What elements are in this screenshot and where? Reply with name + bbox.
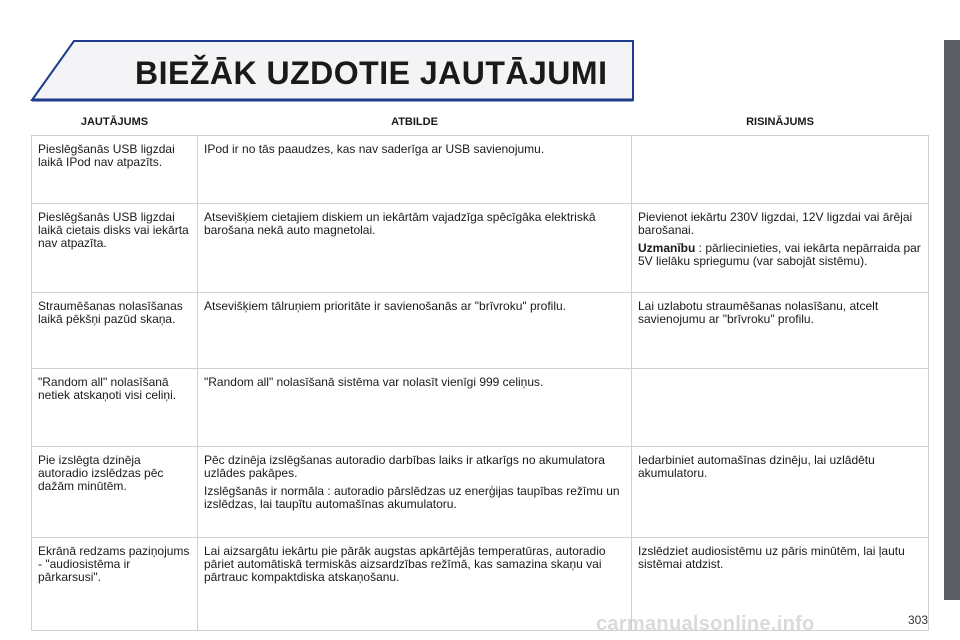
table-row xyxy=(32,204,929,293)
question-cell xyxy=(32,447,198,538)
table-row xyxy=(32,369,929,447)
question-cell xyxy=(32,369,198,447)
answer-text: Atsevišķiem cietajiem diskiem un iekārtām vajadzīga spēcīgāka elektriskā barošana nekā auto magnetolai. xyxy=(204,210,596,237)
answer-cell xyxy=(198,136,632,204)
question-cell xyxy=(32,538,198,631)
question-text: Pieslēgšanās USB ligzdai laikā cietais disks vai iekārta nav atpazīta. xyxy=(38,210,189,250)
table-row xyxy=(32,447,929,538)
header-solution: RISINĀJUMS xyxy=(632,109,929,136)
question-text: Pieslēgšanās USB ligzdai laikā IPod nav atpazīts. xyxy=(38,142,175,169)
question-cell xyxy=(32,204,198,293)
question-cell xyxy=(32,136,198,204)
solution-text: Pievienot iekārtu 230V ligzdai, 12V ligzdai vai ārējai barošanai. xyxy=(638,210,913,237)
answer-text: Atsevišķiem tālruņiem prioritāte ir savienošanās ar "brīvroku" profilu. xyxy=(204,299,566,313)
question-text: "Random all" nolasīšanā netiek atskaņoti visi celiņi. xyxy=(38,375,177,402)
answer-text: Pēc dzinēja izslēgšanas autoradio darbības laiks ir atkarīgs no akumulatora uzlādes pakāpes. xyxy=(204,453,605,480)
answer-text: Izslēgšanās ir normāla : autoradio pārslēdzas uz enerģijas taupības režīmu un izslēdzas, lai taupītu automašīnas akumulatoru. xyxy=(204,484,620,511)
table-row xyxy=(32,293,929,369)
page-number: 303 xyxy=(908,613,929,627)
answer-cell xyxy=(198,204,632,293)
page-title: BIEŽĀK UZDOTIE JAUTĀJUMI xyxy=(135,55,608,91)
answer-cell xyxy=(198,369,632,447)
question-text: Ekrānā redzams paziņojums - "audiosistēma ir pārkarsusi". xyxy=(38,544,190,584)
solution-cell xyxy=(632,204,929,293)
solution-note xyxy=(638,242,922,268)
answer-cell xyxy=(198,538,632,631)
side-section-bar xyxy=(944,40,960,600)
solution-text: Iedarbiniet automašīnas dzinēju, lai uzlādētu akumulatoru. xyxy=(638,453,875,480)
solution-cell xyxy=(632,136,929,204)
question-cell xyxy=(32,293,198,369)
solution-text: Izslēdziet audiosistēmu uz pāris minūtēm, lai ļautu sistēmai atdzist. xyxy=(638,544,905,571)
header-question: JAUTĀJUMS xyxy=(32,109,198,136)
answer-text: IPod ir no tās paaudzes, kas nav saderīga ar USB savienojumu. xyxy=(204,142,545,156)
question-text: Pie izslēgta dzinēja autoradio izslēdzas pēc dažām minūtēm. xyxy=(38,453,164,493)
answer-cell xyxy=(198,293,632,369)
question-text: Straumēšanas nolasīšanas laikā pēkšņi pazūd skaņa. xyxy=(38,299,183,326)
watermark-text: carmanualsonline.info xyxy=(596,613,815,635)
note-label: Uzmanību xyxy=(638,241,696,255)
answer-text: Lai aizsargātu iekārtu pie pārāk augstas apkārtējās temperatūras, autoradio pāriet automātiskā termiskās aizsardzības režīmā, kas samazina skaņu vai pārtrauc kompaktdiska atskaņošanu. xyxy=(204,544,606,584)
note-text: : pārliecinieties, vai iekārta nepārraida par 5V lielāku spriegumu (var sabojāt sistēmu). xyxy=(638,241,921,268)
header-answer: ATBILDE xyxy=(198,109,632,136)
solution-text: Lai uzlabotu straumēšanas nolasīšanu, atcelt savienojumu ar "brīvroku" profilu. xyxy=(638,299,879,326)
table-row xyxy=(32,136,929,204)
solution-cell xyxy=(632,293,929,369)
solution-cell xyxy=(632,447,929,538)
table-header-row xyxy=(32,109,929,136)
solution-cell xyxy=(632,369,929,447)
answer-text: "Random all" nolasīšanā sistēma var nolasīt vienīgi 999 celiņus. xyxy=(204,375,544,389)
answer-cell xyxy=(198,447,632,538)
faq-table xyxy=(31,109,929,631)
